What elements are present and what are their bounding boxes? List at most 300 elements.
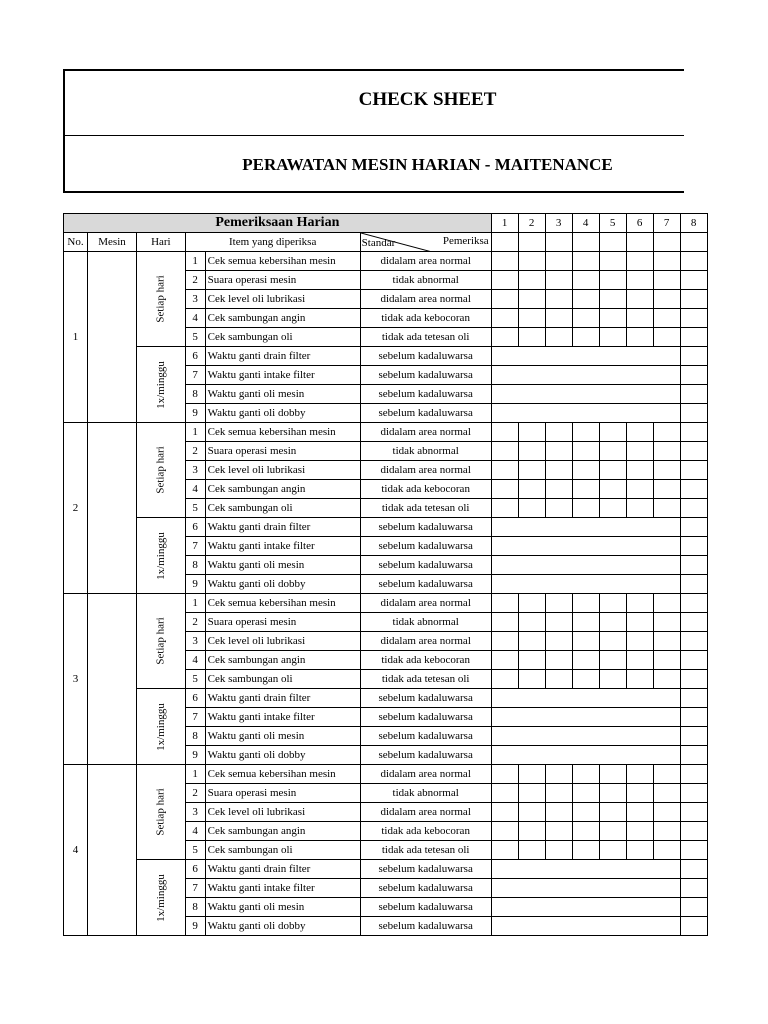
item-name: Cek semua kebersihan mesin	[205, 765, 360, 784]
check-cell[interactable]	[518, 461, 545, 480]
check-cell[interactable]	[680, 556, 707, 575]
check-cell[interactable]	[680, 461, 707, 480]
check-cell[interactable]	[626, 594, 653, 613]
item-name: Waktu ganti oli dobby	[205, 746, 360, 765]
check-cell[interactable]	[491, 252, 518, 271]
check-cell[interactable]	[626, 423, 653, 442]
check-cell[interactable]	[572, 271, 599, 290]
item-number: 8	[185, 385, 205, 404]
check-cell[interactable]	[626, 252, 653, 271]
check-cell[interactable]	[653, 480, 680, 499]
header-row-columns	[64, 233, 708, 252]
check-cell-merged[interactable]	[491, 404, 680, 423]
item-name: Waktu ganti drain filter	[205, 518, 360, 537]
check-cell[interactable]	[680, 480, 707, 499]
item-standard: tidak abnormal	[360, 271, 491, 290]
check-cell[interactable]	[599, 651, 626, 670]
check-cell[interactable]	[626, 233, 653, 252]
check-cell[interactable]	[518, 290, 545, 309]
check-cell-merged[interactable]	[491, 898, 680, 917]
group-weekly	[137, 860, 186, 936]
day-header: 5	[599, 214, 626, 233]
item-number: 5	[185, 328, 205, 347]
item-name: Cek level oli lubrikasi	[205, 461, 360, 480]
item-number: 1	[185, 765, 205, 784]
check-cell[interactable]	[680, 537, 707, 556]
item-name: Suara operasi mesin	[205, 784, 360, 803]
check-cell[interactable]	[626, 613, 653, 632]
item-name: Cek sambungan angin	[205, 480, 360, 499]
check-cell[interactable]	[518, 309, 545, 328]
item-standard: tidak ada kebocoran	[360, 309, 491, 328]
check-cell[interactable]	[545, 252, 572, 271]
machine-number: 1	[64, 252, 88, 423]
item-number: 5	[185, 841, 205, 860]
item-number: 8	[185, 898, 205, 917]
check-cell-merged[interactable]	[491, 689, 680, 708]
table-row	[64, 860, 708, 879]
check-cell-merged[interactable]	[491, 347, 680, 366]
check-cell[interactable]	[680, 404, 707, 423]
check-cell[interactable]	[599, 423, 626, 442]
check-cell[interactable]	[599, 252, 626, 271]
item-standard: tidak ada tetesan oli	[360, 670, 491, 689]
check-cell[interactable]	[545, 271, 572, 290]
check-cell[interactable]	[545, 632, 572, 651]
check-cell[interactable]	[599, 613, 626, 632]
check-cell[interactable]	[572, 784, 599, 803]
item-number: 4	[185, 651, 205, 670]
check-cell[interactable]	[626, 670, 653, 689]
item-standard: didalam area normal	[360, 423, 491, 442]
check-cell[interactable]	[680, 879, 707, 898]
item-standard: didalam area normal	[360, 803, 491, 822]
group-daily	[137, 765, 186, 860]
day-header: 2	[518, 214, 545, 233]
check-cell[interactable]	[491, 594, 518, 613]
item-name: Cek sambungan oli	[205, 328, 360, 347]
check-cell[interactable]	[680, 765, 707, 784]
item-name: Cek level oli lubrikasi	[205, 632, 360, 651]
check-cell[interactable]	[491, 803, 518, 822]
check-cell[interactable]	[680, 575, 707, 594]
check-cell[interactable]	[653, 290, 680, 309]
check-cell[interactable]	[680, 366, 707, 385]
check-cell[interactable]	[545, 442, 572, 461]
check-cell[interactable]	[545, 613, 572, 632]
item-name: Cek semua kebersihan mesin	[205, 252, 360, 271]
check-cell[interactable]	[572, 613, 599, 632]
check-cell[interactable]	[599, 765, 626, 784]
day-header: 6	[626, 214, 653, 233]
check-cell[interactable]	[545, 499, 572, 518]
col-header-hari: Hari	[137, 233, 186, 252]
check-cell[interactable]	[626, 803, 653, 822]
check-cell[interactable]	[518, 328, 545, 347]
check-cell[interactable]	[491, 499, 518, 518]
check-cell[interactable]	[599, 309, 626, 328]
check-cell[interactable]	[491, 290, 518, 309]
check-cell[interactable]	[518, 442, 545, 461]
item-number: 3	[185, 461, 205, 480]
check-cell[interactable]	[680, 271, 707, 290]
item-standard: sebelum kadaluwarsa	[360, 746, 491, 765]
check-cell[interactable]	[680, 233, 707, 252]
check-cell[interactable]	[545, 423, 572, 442]
check-cell-merged[interactable]	[491, 385, 680, 404]
check-cell[interactable]	[491, 328, 518, 347]
check-cell[interactable]	[518, 423, 545, 442]
check-cell[interactable]	[599, 480, 626, 499]
item-number: 9	[185, 575, 205, 594]
check-cell[interactable]	[545, 594, 572, 613]
check-cell[interactable]	[518, 765, 545, 784]
check-cell[interactable]	[626, 442, 653, 461]
item-standard: didalam area normal	[360, 632, 491, 651]
check-cell[interactable]	[653, 803, 680, 822]
group-weekly-label: 1x/minggu	[154, 702, 167, 751]
check-cell[interactable]	[572, 822, 599, 841]
check-cell[interactable]	[572, 309, 599, 328]
check-cell-merged[interactable]	[491, 879, 680, 898]
table-row	[64, 594, 708, 613]
machine-name-cell[interactable]	[88, 423, 137, 594]
check-cell[interactable]	[680, 442, 707, 461]
check-cell[interactable]	[653, 765, 680, 784]
item-number: 5	[185, 670, 205, 689]
item-name: Waktu ganti oli dobby	[205, 575, 360, 594]
check-cell[interactable]	[680, 499, 707, 518]
check-cell[interactable]	[653, 841, 680, 860]
check-cell[interactable]	[518, 784, 545, 803]
check-cell[interactable]	[653, 271, 680, 290]
check-cell[interactable]	[680, 290, 707, 309]
check-cell[interactable]	[626, 480, 653, 499]
check-cell[interactable]	[653, 252, 680, 271]
col-header-no: No.	[64, 233, 88, 252]
check-cell[interactable]	[572, 651, 599, 670]
check-cell[interactable]	[599, 271, 626, 290]
check-cell[interactable]	[518, 480, 545, 499]
check-cell[interactable]	[653, 651, 680, 670]
check-cell[interactable]	[680, 746, 707, 765]
item-standard: tidak ada tetesan oli	[360, 499, 491, 518]
check-cell[interactable]	[491, 651, 518, 670]
check-cell[interactable]	[518, 594, 545, 613]
check-cell[interactable]	[599, 803, 626, 822]
check-cell[interactable]	[518, 271, 545, 290]
check-cell[interactable]	[572, 442, 599, 461]
item-name: Cek sambungan angin	[205, 309, 360, 328]
check-cell[interactable]	[653, 670, 680, 689]
check-cell[interactable]	[545, 784, 572, 803]
item-number: 4	[185, 822, 205, 841]
check-cell[interactable]	[680, 518, 707, 537]
item-standard: tidak ada kebocoran	[360, 651, 491, 670]
item-number: 2	[185, 442, 205, 461]
group-daily	[137, 594, 186, 689]
check-cell[interactable]	[545, 765, 572, 784]
check-cell[interactable]	[572, 480, 599, 499]
check-cell[interactable]	[599, 290, 626, 309]
check-cell[interactable]	[545, 480, 572, 499]
check-cell[interactable]	[626, 651, 653, 670]
item-standard: tidak ada tetesan oli	[360, 841, 491, 860]
check-cell[interactable]	[680, 632, 707, 651]
check-cell[interactable]	[491, 442, 518, 461]
check-cell[interactable]	[680, 594, 707, 613]
check-cell-merged[interactable]	[491, 556, 680, 575]
check-cell[interactable]	[680, 651, 707, 670]
check-cell[interactable]	[572, 233, 599, 252]
check-cell[interactable]	[572, 765, 599, 784]
item-standard: sebelum kadaluwarsa	[360, 537, 491, 556]
check-cell[interactable]	[653, 632, 680, 651]
check-cell[interactable]	[545, 670, 572, 689]
check-cell[interactable]	[599, 233, 626, 252]
check-cell[interactable]	[491, 765, 518, 784]
check-cell-merged[interactable]	[491, 860, 680, 879]
check-cell[interactable]	[599, 594, 626, 613]
item-standard: sebelum kadaluwarsa	[360, 708, 491, 727]
check-cell[interactable]	[626, 841, 653, 860]
check-cell[interactable]	[491, 271, 518, 290]
check-cell[interactable]	[491, 309, 518, 328]
check-cell[interactable]	[572, 841, 599, 860]
item-standard: sebelum kadaluwarsa	[360, 347, 491, 366]
check-cell[interactable]	[653, 309, 680, 328]
standar-label: Standar	[361, 237, 396, 249]
check-cell[interactable]	[680, 613, 707, 632]
check-cell[interactable]	[572, 290, 599, 309]
machine-name-cell[interactable]	[88, 765, 137, 936]
check-cell-merged[interactable]	[491, 917, 680, 936]
check-sheet-table	[63, 213, 708, 936]
machine-name-cell[interactable]	[88, 594, 137, 765]
col-header-item: Item yang diperiksa	[185, 233, 360, 252]
check-cell[interactable]	[491, 632, 518, 651]
check-cell[interactable]	[599, 822, 626, 841]
item-number: 3	[185, 632, 205, 651]
check-cell[interactable]	[572, 594, 599, 613]
check-cell[interactable]	[653, 499, 680, 518]
item-number: 9	[185, 917, 205, 936]
check-cell[interactable]	[653, 423, 680, 442]
check-cell[interactable]	[680, 784, 707, 803]
check-cell[interactable]	[680, 727, 707, 746]
check-cell-merged[interactable]	[491, 746, 680, 765]
check-cell[interactable]	[626, 461, 653, 480]
group-weekly-label: 1x/minggu	[154, 531, 167, 580]
check-cell[interactable]	[653, 613, 680, 632]
check-cell[interactable]	[491, 841, 518, 860]
check-cell[interactable]	[572, 670, 599, 689]
check-cell[interactable]	[680, 252, 707, 271]
check-cell[interactable]	[599, 670, 626, 689]
item-number: 4	[185, 480, 205, 499]
check-cell[interactable]	[653, 822, 680, 841]
check-cell[interactable]	[572, 499, 599, 518]
check-cell[interactable]	[599, 328, 626, 347]
item-number: 7	[185, 366, 205, 385]
group-weekly	[137, 689, 186, 765]
group-weekly-label: 1x/minggu	[154, 360, 167, 409]
check-cell[interactable]	[545, 328, 572, 347]
check-cell[interactable]	[599, 461, 626, 480]
check-cell-merged[interactable]	[491, 518, 680, 537]
check-cell[interactable]	[491, 822, 518, 841]
check-cell[interactable]	[626, 632, 653, 651]
item-standard: sebelum kadaluwarsa	[360, 898, 491, 917]
check-cell[interactable]	[518, 822, 545, 841]
group-weekly-label: 1x/minggu	[154, 873, 167, 922]
check-cell[interactable]	[680, 670, 707, 689]
check-cell[interactable]	[572, 461, 599, 480]
check-cell[interactable]	[572, 803, 599, 822]
check-cell-merged[interactable]	[491, 537, 680, 556]
check-cell[interactable]	[518, 613, 545, 632]
check-cell[interactable]	[653, 594, 680, 613]
group-daily-label: Setiap hari	[154, 788, 167, 836]
check-cell[interactable]	[680, 347, 707, 366]
check-cell-merged[interactable]	[491, 366, 680, 385]
check-cell[interactable]	[599, 442, 626, 461]
check-cell[interactable]	[680, 328, 707, 347]
check-cell[interactable]	[518, 803, 545, 822]
col-header-standar-pemeriksa	[360, 233, 491, 252]
item-name: Waktu ganti oli mesin	[205, 556, 360, 575]
check-cell[interactable]	[599, 841, 626, 860]
check-cell-merged[interactable]	[491, 575, 680, 594]
group-weekly	[137, 347, 186, 423]
item-name: Cek sambungan oli	[205, 499, 360, 518]
item-standard: sebelum kadaluwarsa	[360, 879, 491, 898]
check-cell[interactable]	[491, 461, 518, 480]
check-cell[interactable]	[491, 480, 518, 499]
table-row	[64, 765, 708, 784]
check-cell[interactable]	[626, 499, 653, 518]
header-divider	[65, 135, 684, 136]
check-cell[interactable]	[518, 233, 545, 252]
check-cell[interactable]	[518, 841, 545, 860]
item-name: Cek sambungan angin	[205, 651, 360, 670]
check-cell[interactable]	[626, 328, 653, 347]
check-cell[interactable]	[680, 423, 707, 442]
check-cell[interactable]	[545, 803, 572, 822]
item-standard: tidak ada kebocoran	[360, 480, 491, 499]
item-number: 7	[185, 879, 205, 898]
check-cell[interactable]	[680, 708, 707, 727]
machine-name-cell[interactable]	[88, 252, 137, 423]
col-header-mesin: Mesin	[88, 233, 137, 252]
item-standard: tidak abnormal	[360, 784, 491, 803]
group-weekly	[137, 518, 186, 594]
check-cell[interactable]	[545, 822, 572, 841]
check-cell[interactable]	[599, 632, 626, 651]
item-number: 2	[185, 784, 205, 803]
check-cell[interactable]	[545, 461, 572, 480]
check-cell[interactable]	[653, 784, 680, 803]
group-daily-label: Setiap hari	[154, 617, 167, 665]
item-name: Cek semua kebersihan mesin	[205, 594, 360, 613]
item-standard: tidak ada kebocoran	[360, 822, 491, 841]
check-cell[interactable]	[680, 917, 707, 936]
check-cell[interactable]	[518, 651, 545, 670]
check-cell[interactable]	[491, 613, 518, 632]
item-standard: sebelum kadaluwarsa	[360, 385, 491, 404]
check-cell[interactable]	[653, 328, 680, 347]
check-cell[interactable]	[680, 841, 707, 860]
check-cell[interactable]	[680, 689, 707, 708]
item-standard: sebelum kadaluwarsa	[360, 556, 491, 575]
check-cell[interactable]	[626, 822, 653, 841]
check-cell[interactable]	[680, 803, 707, 822]
item-standard: sebelum kadaluwarsa	[360, 366, 491, 385]
table-row	[64, 518, 708, 537]
page-subtitle: PERAWATAN MESIN HARIAN - MAITENANCE	[242, 155, 613, 174]
check-cell[interactable]	[572, 632, 599, 651]
check-cell[interactable]	[545, 233, 572, 252]
check-cell[interactable]	[518, 499, 545, 518]
check-cell[interactable]	[491, 423, 518, 442]
check-cell[interactable]	[599, 499, 626, 518]
check-cell[interactable]	[626, 290, 653, 309]
check-cell[interactable]	[680, 822, 707, 841]
check-cell[interactable]	[680, 385, 707, 404]
check-cell[interactable]	[653, 233, 680, 252]
item-number: 8	[185, 727, 205, 746]
check-cell[interactable]	[518, 670, 545, 689]
check-cell[interactable]	[680, 309, 707, 328]
item-name: Waktu ganti drain filter	[205, 689, 360, 708]
check-cell[interactable]	[491, 233, 518, 252]
table-row	[64, 423, 708, 442]
item-name: Cek sambungan oli	[205, 670, 360, 689]
item-name: Waktu ganti oli mesin	[205, 727, 360, 746]
item-number: 2	[185, 613, 205, 632]
machine-number: 4	[64, 765, 88, 936]
check-cell[interactable]	[545, 651, 572, 670]
check-cell[interactable]	[572, 423, 599, 442]
check-cell[interactable]	[653, 442, 680, 461]
check-cell[interactable]	[518, 252, 545, 271]
check-cell[interactable]	[545, 309, 572, 328]
check-cell-merged[interactable]	[491, 727, 680, 746]
check-cell[interactable]	[626, 765, 653, 784]
check-cell[interactable]	[680, 898, 707, 917]
check-cell[interactable]	[653, 461, 680, 480]
check-cell[interactable]	[545, 290, 572, 309]
check-cell[interactable]	[680, 860, 707, 879]
check-cell[interactable]	[572, 328, 599, 347]
check-cell[interactable]	[626, 309, 653, 328]
item-standard: tidak abnormal	[360, 442, 491, 461]
check-cell[interactable]	[626, 784, 653, 803]
check-cell[interactable]	[599, 784, 626, 803]
check-cell[interactable]	[518, 632, 545, 651]
item-name: Waktu ganti intake filter	[205, 879, 360, 898]
day-header: 1	[491, 214, 518, 233]
check-cell[interactable]	[491, 670, 518, 689]
check-cell[interactable]	[572, 252, 599, 271]
day-header: 8	[680, 214, 707, 233]
check-cell[interactable]	[545, 841, 572, 860]
item-number: 7	[185, 537, 205, 556]
check-cell[interactable]	[626, 271, 653, 290]
check-cell-merged[interactable]	[491, 708, 680, 727]
header-box	[63, 69, 684, 193]
check-cell[interactable]	[491, 784, 518, 803]
